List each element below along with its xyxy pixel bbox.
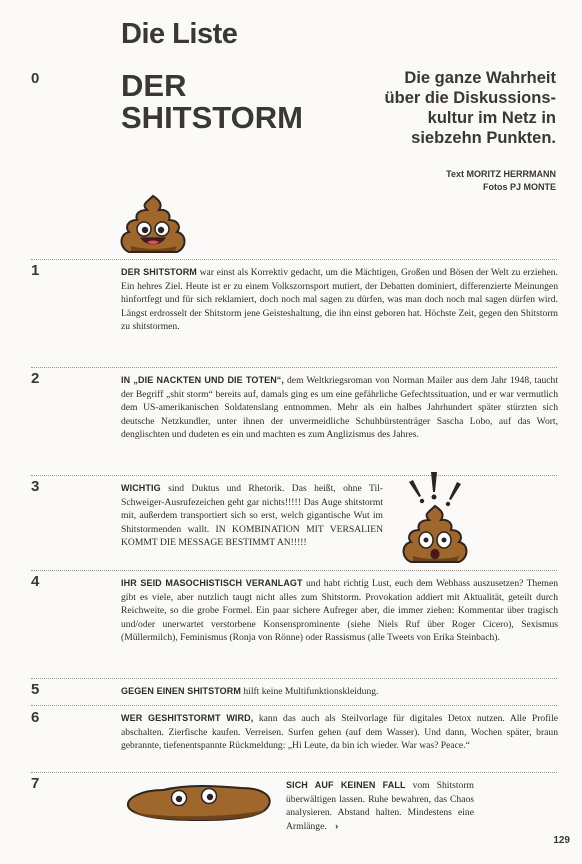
page-title [121,70,303,134]
divider [31,772,557,773]
divider [31,678,557,679]
list-number-4: 4 [31,573,40,590]
credit-photo-name: PJ MONTE [509,182,556,192]
list-number-2: 2 [31,370,40,387]
item-body: sind Duktus und Rhetorik. Das heißt, ohne Til-Schweiger-Ausrufezeichen geht gar nichts!!!!! Das Auge shitstormt mit, außerdem transportiert sich so erst, welch gigantische Wut im Shitstormenden wallt. IN KOMBINATION MIT VERSALIEN KOMMT DIE MESSAGE BESTIMMT AN!!!!! [121,483,383,549]
item-lead: IN „DIE NACKTEN UND DIE TOTEN“, [121,375,284,385]
list-number-5: 5 [31,681,40,698]
subtitle-line: siebzehn Punkten. [411,129,556,147]
divider [31,475,557,476]
list-item-6 [121,712,558,753]
title-line-1: DER [121,68,187,103]
subtitle-line: über die Diskussions- [384,89,556,107]
poo-emoji-smiling-icon [117,192,189,258]
item-body: dem Weltkriegsroman von Norman Mailer aus dem Jahr 1948, taucht der Begriff „shit storm“ bereits auf, damals ging es um eine gefährliche Gefechtssituation, und er war vermutlich dem US-amerikanischen Soldatenslang entnommen. Mehr als ein halbes Jahrhundert später stürzten sich deutsche Netzkundler, unter ihnen der unvermeidliche Schuhbürstenträger Sascha Lobo, auf das Wort, denglischten und dudeten es ein und machten es zum Anglizismus des Jahres. [121,375,558,441]
subtitle-line: kultur im Netz in [427,109,556,127]
credit-text-name: MORITZ HERRMANN [466,169,556,179]
divider [31,705,557,706]
item-lead: SICH AUF KEINEN FALL [286,780,406,790]
credit-photo-label: Fotos [482,182,508,192]
item-lead: IHR SEID MASOCHISTISCH VERANLAGT [121,578,303,588]
item-lead: WER GESHITSTORMT WIRD, [121,713,254,723]
divider [31,570,557,571]
list-item-7 [286,779,474,833]
poo-emoji-puddle-icon [119,778,277,824]
item-body: war einst als Korrektiv gedacht, um die Mächtigen, Großen und Bösen der Welt zu erziehen. Ein hehres Ziel. Heute ist er zu einem Volkszornsport mutiert, der Debatten dominiert, differenzierte Meinungen hinfortfegt und für sich reklamiert, doch noch mal sagen zu dürfen, was man doch noch mal sagen dürfen wird. Längst erdrosselt der Shitstorm jene Geisteshaltung, die ihn einst geboren hat. Höchste Zeit, gegen den Shitstorm zu shitstormen. [121,267,558,333]
item-body: hilft keine Multifunktionskleidung. [240,686,379,697]
item-body: vom Shitstorm überwältigen lassen. Ruhe bewahren, das Chaos analysieren. Abstand halten. Mindestens eine Armlänge. [286,780,474,832]
subtitle [356,68,556,148]
divider [31,367,557,368]
list-item-3 [121,482,383,550]
section-kicker: Die Liste [121,18,238,50]
list-number-0: 0 [31,70,40,87]
list-item-1 [121,266,558,334]
title-line-2: SHITSTORM [121,100,303,135]
page-number: 129 [553,835,570,846]
list-item-2 [121,374,558,442]
list-number-7: 7 [31,775,40,792]
item-body: kann das auch als Steilvorlage für digitales Detox nutzen. Alle Profile abschalten. Zierfische kaufen. Verreisen. Surfen gehen (auf dem Wasser). Und dann, Wochen später, braun gebrannte, tiefenentspannte Rückmeldung: „Hi Leute, da bin ich wieder. War was? Peace.“ [121,713,558,752]
item-lead: DER SHITSTORM [121,267,197,277]
list-number-3: 3 [31,478,40,495]
list-item-5 [121,685,558,699]
continue-arrow-icon: › [335,820,339,832]
poo-emoji-shocked-icon [395,470,475,566]
list-item-4 [121,577,558,645]
subtitle-line: Die ganze Wahrheit [404,69,556,87]
item-body: und habt richtig Lust, euch dem Webhass auszusetzen? Themen gibt es viele, aber nutzlich taugt nicht alles zum Shitstorm. Provokation addiert mit Aktualität, geteilt durch Reichweite, so die grobe Formel. Ein paar sichere Aufreger aber, die immer ziehen: Kommentar über tragisch und/oder unerwartet verstorbene Konsensprominente (siehe Niels Ruf über Roger Cicero), Sexismus (Müllermilch), Feminismus (Ronja von Rönne) oder Rassismus (alle Tweets von Erika Steinbach). [121,578,558,644]
item-lead: WICHTIG [121,483,161,493]
divider [31,259,557,260]
credits [446,168,556,194]
credit-text-label: Text [446,169,464,179]
list-number-6: 6 [31,709,40,726]
item-lead: GEGEN EINEN SHITSTORM [121,686,241,696]
list-number-1: 1 [31,262,40,279]
